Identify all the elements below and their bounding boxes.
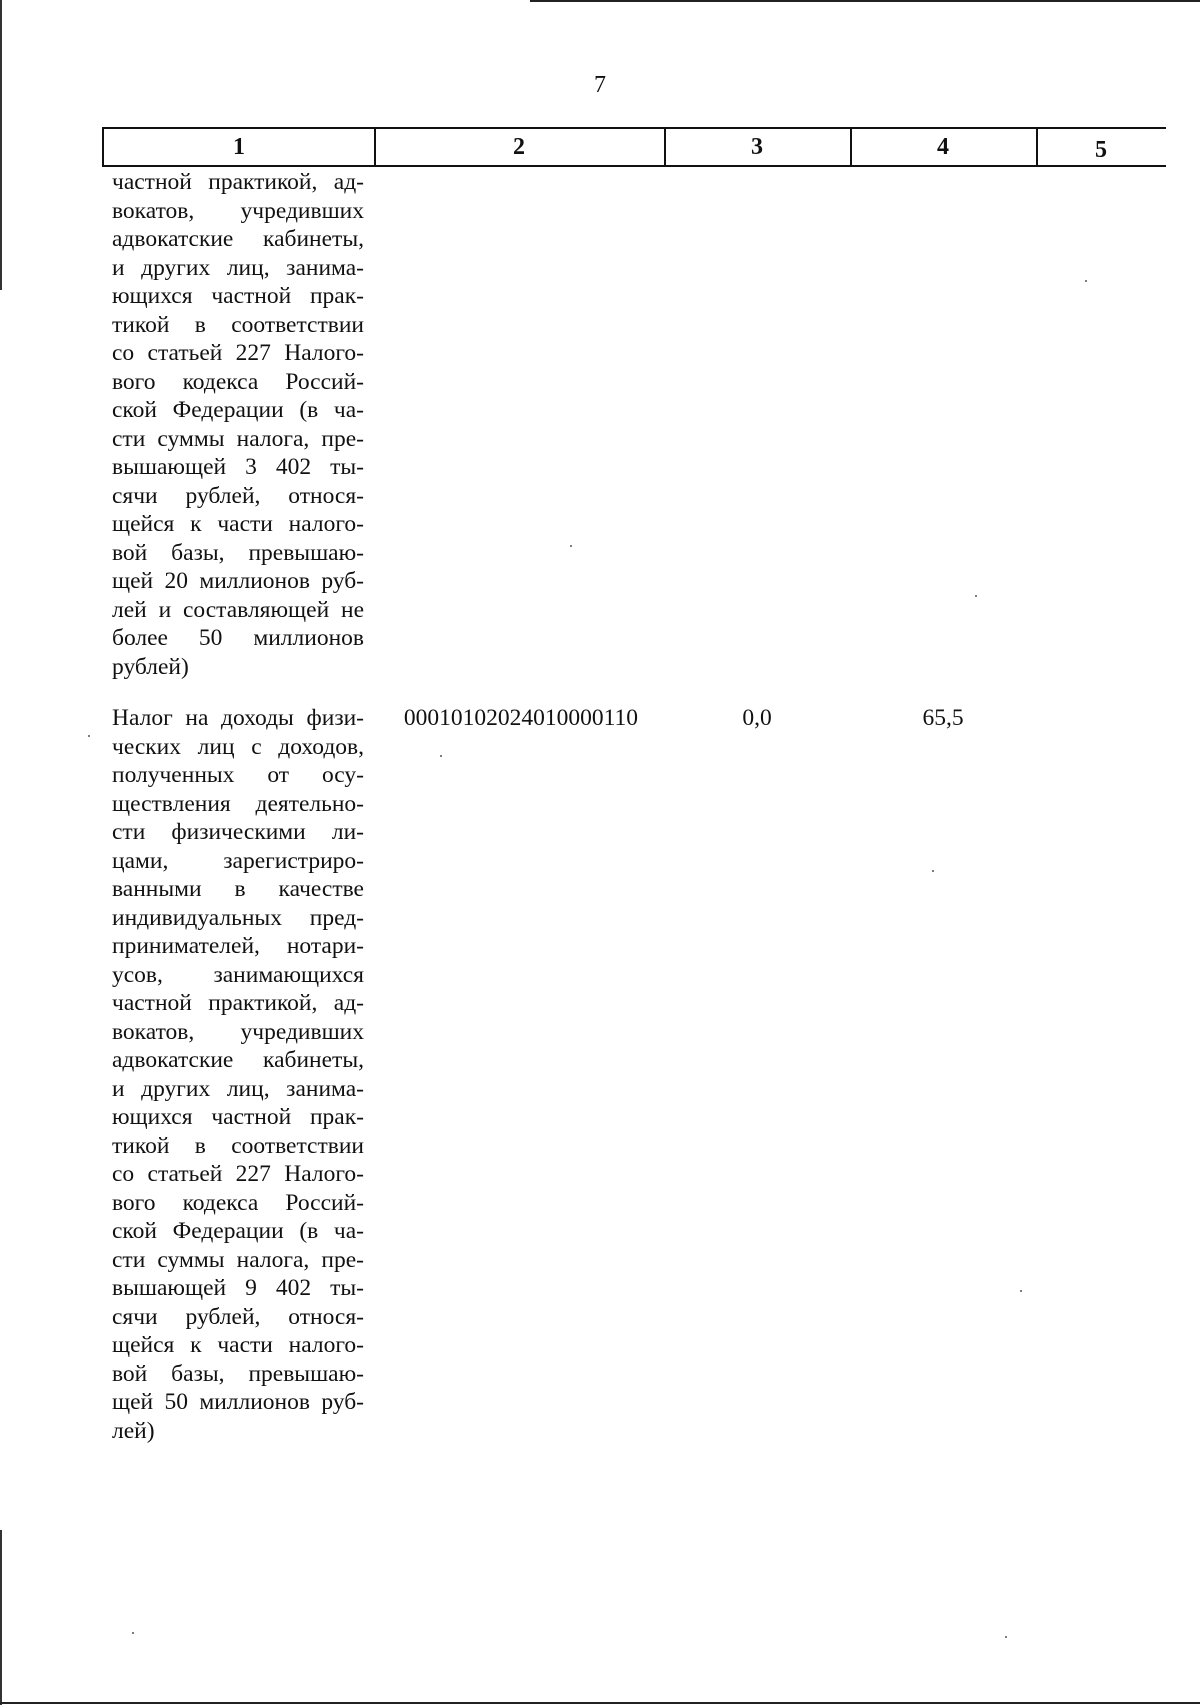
description-line: со статьей 227 Налого- — [112, 1161, 364, 1187]
description-line: тикой в соответствии — [112, 311, 364, 338]
description-line: Налог на доходы физи- — [112, 705, 364, 731]
header-cell-4: 4 — [937, 134, 949, 160]
description-line: индивидуальных пред- — [112, 904, 364, 931]
scan-edge-top — [530, 0, 1200, 2]
description-line: принимателей, нотари- — [112, 933, 364, 959]
description-line: ской Федерации (в ча- — [112, 397, 364, 423]
header-cell-2: 2 — [513, 134, 525, 160]
description-line: ющихся частной прак- — [112, 283, 364, 309]
description-line: вого кодекса Россий- — [112, 368, 364, 395]
description-line: сти суммы налога, пре- — [112, 425, 364, 452]
scan-edge-bottom — [0, 1702, 1200, 1704]
scan-speck — [88, 735, 90, 737]
description-line: щейся к части налого- — [112, 1332, 364, 1358]
description-line: ществления деятельно- — [112, 790, 364, 817]
description-line: лей) — [112, 1417, 155, 1444]
description-line: лей и составляющей не — [112, 596, 364, 623]
description-line: со статьей 227 Налого- — [112, 340, 364, 366]
description-line: сти суммы налога, пре- — [112, 1246, 364, 1273]
description-line: рублей) — [112, 653, 189, 680]
scan-speck — [1005, 1636, 1007, 1638]
scan-speck — [440, 755, 442, 757]
description-line: сячи рублей, относя- — [112, 482, 364, 509]
header-cell-5: 5 — [1095, 137, 1107, 163]
header-cell-1: 1 — [233, 134, 245, 160]
scan-speck — [975, 595, 977, 597]
description-line: щейся к части налого- — [112, 511, 364, 537]
table-row-1-description — [112, 168, 364, 681]
scan-speck — [1020, 1290, 1022, 1292]
description-line: адвокатские кабинеты, — [112, 1047, 364, 1073]
description-line: частной практикой, ад- — [112, 990, 364, 1016]
description-line: и других лиц, занима- — [112, 1075, 364, 1102]
description-line: ванными в качестве — [112, 876, 364, 902]
description-line: щей 50 миллионов руб- — [112, 1389, 364, 1415]
table-row-2-col4-value: 65,5 — [922, 705, 964, 731]
description-line: тикой в соответствии — [112, 1132, 364, 1159]
description-line: адвокатские кабинеты, — [112, 226, 364, 252]
scan-speck — [1085, 280, 1087, 282]
table-row-2-code: 00010102024010000110 — [403, 705, 639, 731]
page-number: 7 — [594, 72, 606, 98]
description-line: полученных от осу- — [112, 762, 364, 788]
description-line: щей 20 миллионов руб- — [112, 568, 364, 594]
description-line: более 50 миллионов — [112, 625, 364, 651]
description-line: вой базы, превышаю- — [112, 1360, 364, 1387]
table-row-2-col3-value: 0,0 — [742, 705, 772, 731]
scan-edge-left-lower — [0, 1530, 2, 1705]
scan-speck — [932, 870, 934, 872]
description-line: цами, зарегистриро- — [112, 847, 364, 874]
header-cell-3: 3 — [751, 134, 763, 160]
description-line: усов, занимающихся — [112, 961, 364, 988]
description-line: ющихся частной прак- — [112, 1104, 364, 1130]
description-line: вого кодекса Россий- — [112, 1189, 364, 1216]
description-line: вышающей 9 402 ты- — [112, 1275, 364, 1301]
scan-speck — [570, 545, 572, 547]
description-line: сячи рублей, относя- — [112, 1303, 364, 1330]
description-line: и других лиц, занима- — [112, 254, 364, 281]
scan-edge-left — [0, 0, 2, 290]
description-line: частной практикой, ад- — [112, 169, 364, 195]
description-line: вокатов, учредивших — [112, 1018, 364, 1045]
description-line: вокатов, учредивших — [112, 197, 364, 224]
scan-speck — [132, 1632, 134, 1634]
description-line: вышающей 3 402 ты- — [112, 454, 364, 480]
description-line: ской Федерации (в ча- — [112, 1218, 364, 1244]
table-header-row — [104, 127, 1166, 167]
description-line: вой базы, превышаю- — [112, 539, 364, 566]
table-row-2-description — [112, 704, 364, 1445]
description-line: ческих лиц с доходов, — [112, 733, 364, 760]
description-line: сти физическими ли- — [112, 819, 364, 845]
